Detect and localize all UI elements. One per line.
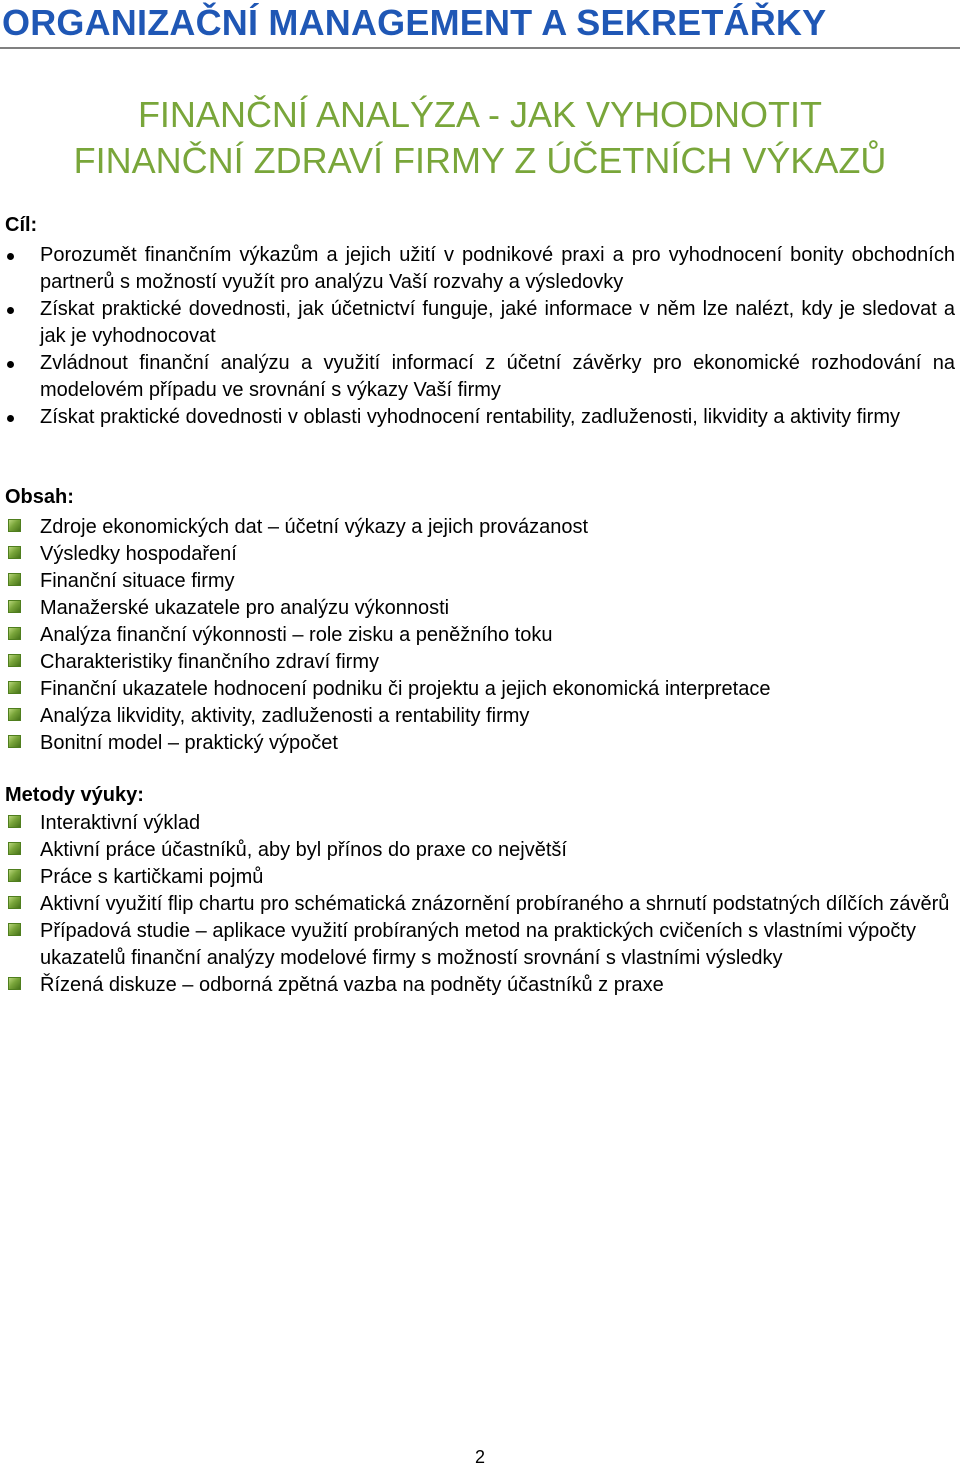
- content-item-text: Analýza finanční výkonnosti – role zisku a peněžního toku: [40, 624, 553, 646]
- content-item: [40, 541, 955, 568]
- content-item: [40, 568, 955, 595]
- method-item-text: Aktivní práce účastníků, aby byl přínos do praxe co největší: [40, 839, 567, 861]
- content-item-text: Charakteristiky finančního zdraví firmy: [40, 651, 380, 673]
- green-square-bullet-icon: [8, 842, 21, 855]
- method-item: [40, 810, 955, 837]
- content-item-text: Bonitní model – praktický výpočet: [40, 732, 338, 754]
- content-item: [40, 676, 955, 703]
- method-item-text: Interaktivní výklad: [40, 812, 201, 834]
- content-item-text: Výsledky hospodaření: [40, 543, 237, 565]
- goals-list: [40, 242, 955, 431]
- goal-item-text: Porozumět finančním výkazům a jejich užití v podnikové praxi a pro vyhodnocení bonity obchodních partnerů s možností využít pro analýzu Vaší rozvahy a výsledovky: [40, 244, 955, 293]
- content-list: [40, 514, 955, 757]
- method-item: [40, 837, 955, 864]
- content-item-text: Manažerské ukazatele pro analýzu výkonnosti: [40, 597, 450, 619]
- green-square-bullet-icon: [8, 923, 21, 936]
- green-square-bullet-icon: [8, 600, 21, 613]
- green-square-bullet-icon: [8, 896, 21, 909]
- green-square-bullet-icon: [8, 519, 21, 532]
- goal-item-text: Získat praktické dovednosti, jak účetnictví funguje, jaké informace v něm lze nalézt, kdy je sledovat a jak je vyhodnocovat: [40, 298, 955, 347]
- method-item-text: Případová studie – aplikace využití probíraných metod na praktických cvičeních s vlastními výpočty ukazatelů finanční analýzy modelové firmy s možností srovnání s vlastními výsledky: [40, 920, 916, 969]
- green-square-bullet-icon: [8, 546, 21, 559]
- document-header: [0, 0, 960, 50]
- bullet-dot-icon: [7, 361, 14, 368]
- goals-heading: Cíl:: [5, 214, 38, 236]
- method-item-text: Práce s kartičkami pojmů: [40, 866, 264, 888]
- methods-heading: Metody výuky:: [5, 784, 144, 806]
- page-number: 2: [474, 1447, 485, 1467]
- green-square-bullet-icon: [8, 681, 21, 694]
- content-item: [40, 514, 955, 541]
- content-item-text: Analýza likvidity, aktivity, zadluženosti a rentability firmy: [40, 705, 530, 727]
- bullet-dot-icon: [7, 415, 14, 422]
- content-item-text: Finanční situace firmy: [40, 570, 235, 592]
- green-square-bullet-icon: [8, 708, 21, 721]
- goal-item: [40, 242, 955, 296]
- method-item: [40, 864, 955, 891]
- bullet-dot-icon: [7, 253, 14, 260]
- course-title: [0, 92, 960, 184]
- course-title-line-1: FINANČNÍ ANALÝZA - JAK VYHODNOTIT: [137, 94, 823, 135]
- bullet-dot-icon: [7, 307, 14, 314]
- method-item: [40, 972, 955, 999]
- goal-item-text: Získat praktické dovednosti v oblasti vyhodnocení rentability, zadluženosti, likvidity a aktivity firmy: [40, 406, 900, 428]
- content-item: [40, 730, 955, 757]
- method-item-text: Řízená diskuze – odborná zpětná vazba na podněty účastníků z praxe: [40, 974, 664, 996]
- green-square-bullet-icon: [8, 869, 21, 882]
- content-item: [40, 703, 955, 730]
- goal-item: [40, 296, 955, 350]
- method-item: [40, 891, 955, 918]
- goal-item-text: Zvládnout finanční analýzu a využití informací z účetní závěrky pro ekonomické rozhodování na modelovém případu ve srovnání s výkazy Vaší firmy: [40, 352, 955, 401]
- content-item: [40, 622, 955, 649]
- method-item: [40, 918, 955, 972]
- methods-list: [40, 810, 955, 999]
- content-item-text: Zdroje ekonomických dat – účetní výkazy a jejich provázanost: [40, 516, 589, 538]
- content-item: [40, 649, 955, 676]
- green-square-bullet-icon: [8, 735, 21, 748]
- green-square-bullet-icon: [8, 654, 21, 667]
- header-title: ORGANIZAČNÍ MANAGEMENT A SEKRETÁŘKY: [2, 2, 827, 43]
- content-item: [40, 595, 955, 622]
- goal-item: [40, 350, 955, 404]
- header-divider: [0, 47, 960, 49]
- method-item-text: Aktivní využití flip chartu pro schématická znázornění probíraného a shrnutí podstatných dílčích závěrů: [40, 893, 950, 915]
- content-item-text: Finanční ukazatele hodnocení podniku či projektu a jejich ekonomická interpretace: [40, 678, 771, 700]
- green-square-bullet-icon: [8, 815, 21, 828]
- content-heading: Obsah:: [5, 486, 74, 508]
- green-square-bullet-icon: [8, 573, 21, 586]
- green-square-bullet-icon: [8, 627, 21, 640]
- course-title-line-2: FINANČNÍ ZDRAVÍ FIRMY Z ÚČETNÍCH VÝKAZŮ: [73, 140, 887, 181]
- green-square-bullet-icon: [8, 977, 21, 990]
- goal-item: [40, 404, 955, 431]
